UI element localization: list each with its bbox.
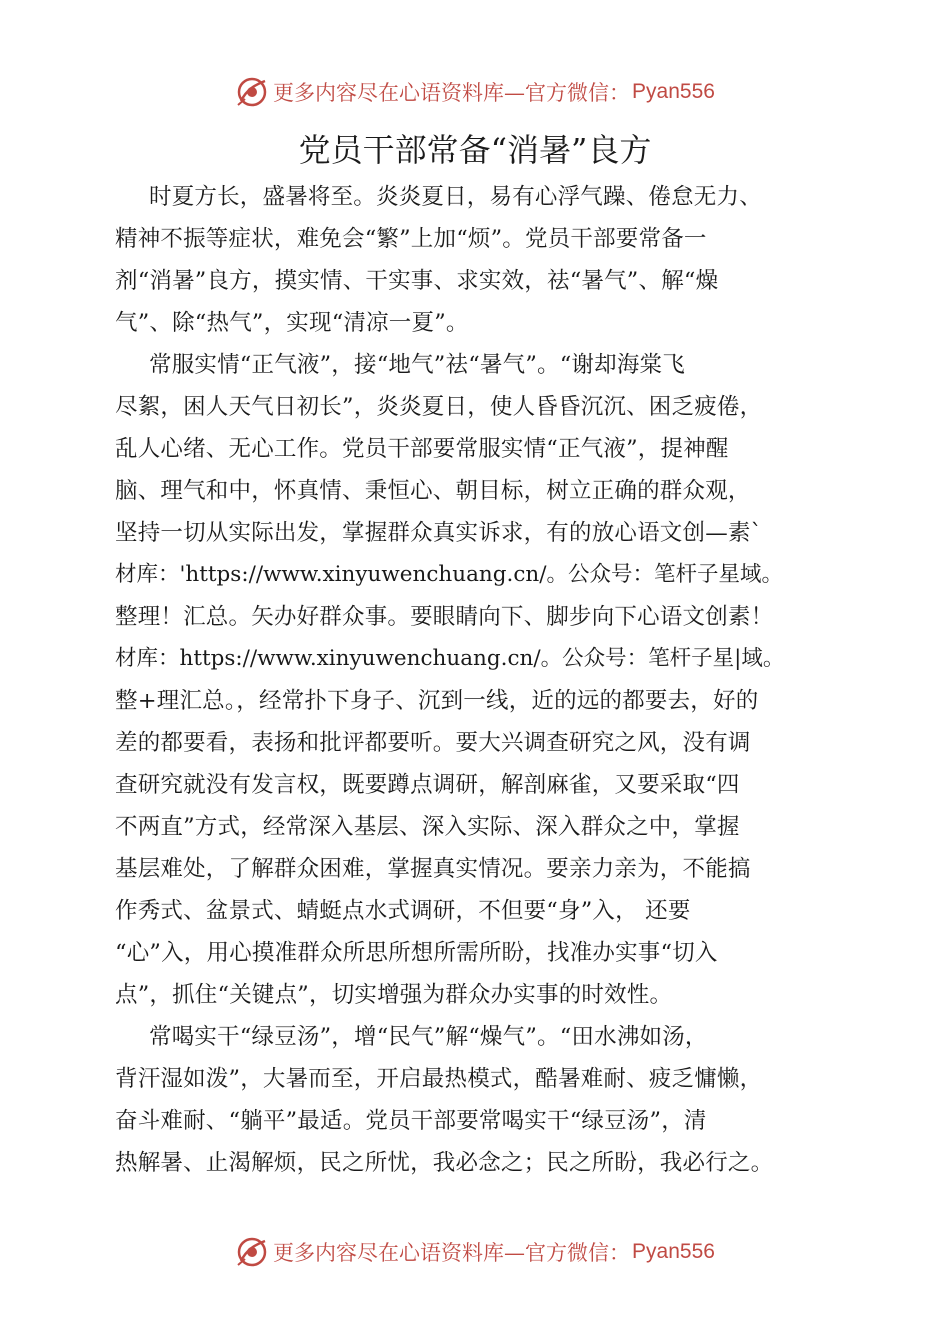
- text-line: “心”入，用心摸准群众所思所想所需所盼，找准办实事“切入: [115, 940, 718, 966]
- text-line: 差的都要看，表扬和批评都要听。要大兴调查研究之风，没有调: [115, 730, 751, 756]
- text-line: 点”，抓住“关键点”，切实增强为群众办实事的时效性。: [115, 982, 673, 1008]
- text-line: 常喝实干“绿豆汤”，增“民气”解“燥气”。“田水沸如汤，: [149, 1024, 708, 1050]
- text-line: 脑、理气和中，怀真情、秉恒心、朝目标，树立正确的群众观，: [115, 478, 751, 504]
- text-line: 气”、除“热气”，实现“清凉一夏”。: [115, 310, 469, 336]
- text-line: 尽絮，困人天气日初长”，炎炎夏日，使人昏昏沉沉、困乏疲倦，: [115, 394, 763, 420]
- text-line: 作秀式、盆景式、蜻蜓点水式调研，不但要“身”入， 还要: [115, 898, 691, 924]
- header-banner: [0, 70, 950, 114]
- brand-logo-icon: [235, 1235, 269, 1269]
- text-line: 剂“消暑”良方，摸实情、干实事、求实效，祛“暑气”、解“燥: [115, 268, 719, 294]
- text-line: 材库：'https://www.xinyuwenchuang.cn/。公众号：笔杆子星域。: [115, 562, 784, 587]
- text-line: 奋斗难耐、“躺平”最适。党员干部要常喝实干“绿豆汤”，清: [115, 1108, 707, 1134]
- text-line: 坚持一切从实际出发，掌握群众真实诉求，有的放心语文创—素`: [115, 520, 763, 546]
- text-line: 常服实情“正气液”，接“地气”祛“暑气”。“谢却海棠飞: [149, 352, 685, 378]
- text-line: 乱人心绪、无心工作。党员干部要常服实情“正气液”，提神醒: [115, 436, 729, 462]
- banner-wechat-id: Pyan556: [632, 80, 715, 103]
- document-body: [115, 176, 860, 1184]
- text-line: 查研究就没有发言权，既要蹲点调研，解剖麻雀，又要采取“四: [115, 772, 740, 798]
- footer-banner: [0, 1230, 950, 1274]
- banner-wechat-id: Pyan556: [632, 1240, 715, 1263]
- banner-text: 更多内容尽在心语资料库—官方微信：: [273, 1241, 631, 1265]
- text-line: 整+理汇总。，经常扑下身子、沉到一线，近的远的都要去，好的: [115, 688, 759, 714]
- text-line: 整理！汇总。矢办好群众事。要眼睛向下、脚步向下心语文创素！: [115, 604, 774, 630]
- text-line: 基层难处，了解群众困难，掌握真实情况。要亲力亲为，不能搞: [115, 856, 751, 882]
- text-line: 材库：https://www.xinyuwenchuang.cn/。公众号：笔杆子星|域。: [115, 646, 785, 671]
- text-line: 时夏方长，盛暑将至。炎炎夏日，易有心浮气躁、倦怠无力、: [149, 184, 762, 210]
- brand-logo-icon: [235, 75, 269, 109]
- text-line: 背汗湿如泼”，大暑而至，开启最热模式，酷暑难耐、疲乏慵懒，: [115, 1066, 763, 1092]
- document-title: 党员干部常备“消暑”良方: [298, 131, 652, 169]
- text-line: 精神不振等症状，难免会“繁”上加“烦”。党员干部要常备一: [115, 226, 707, 252]
- banner-text: 更多内容尽在心语资料库—官方微信：: [273, 81, 631, 105]
- text-line: 不两直”方式，经常深入基层、深入实际、深入群众之中，掌握: [115, 814, 740, 840]
- text-line: 热解暑、止渴解烦，民之所忧，我必念之；民之所盼，我必行之。: [115, 1150, 774, 1176]
